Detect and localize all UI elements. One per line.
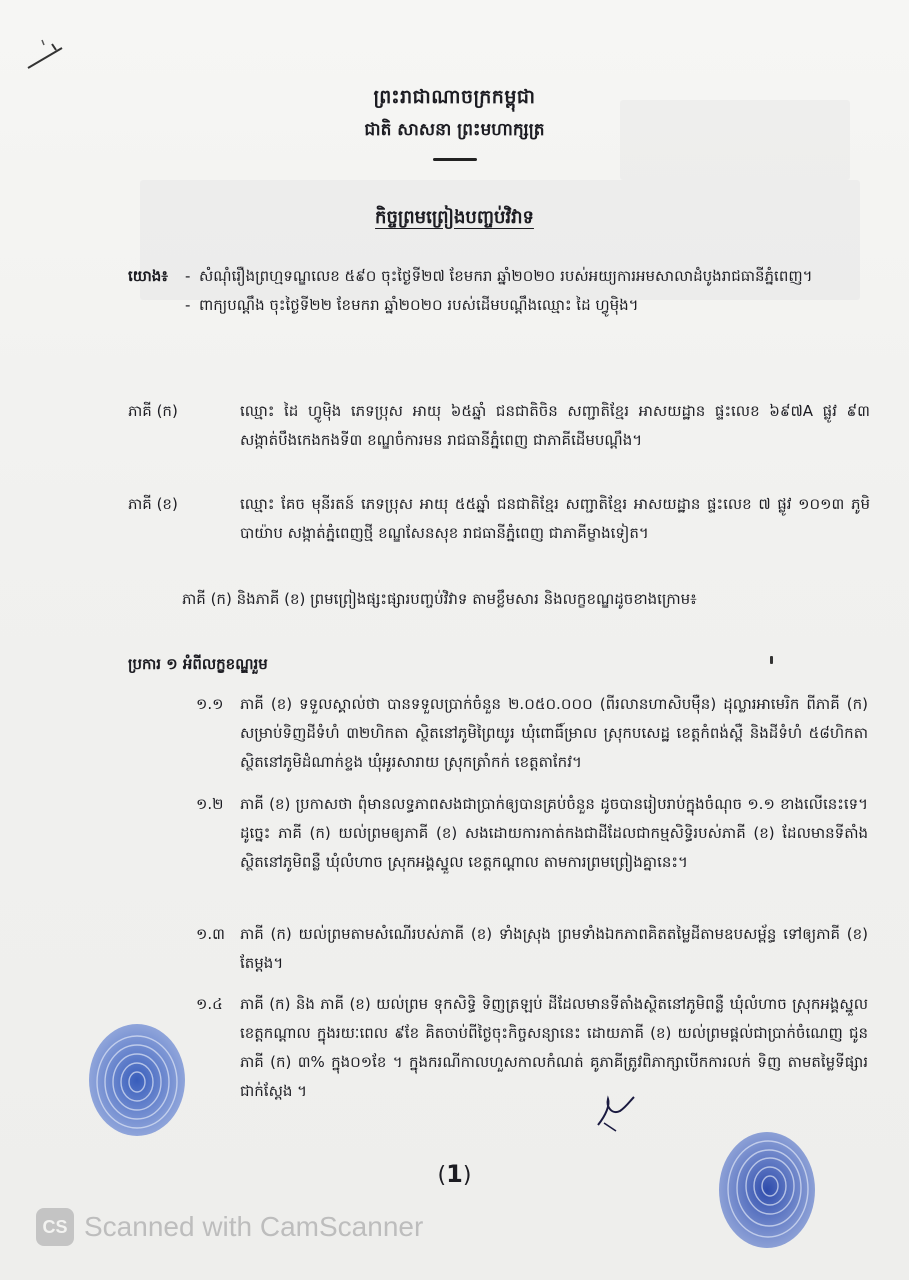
clause-text: ភាគី (ក) យល់ព្រមតាមសំណើរបស់ភាគី (ខ) ទាំងស្រុង ព្រមទាំងឯកភាពគិតតម្លៃដីតាមឧបសម្ព័ន្ធ ទៅឲ្យភាគី (ខ) តែម្តង។ [240, 925, 868, 972]
clause-number: ១.២ [196, 795, 224, 813]
camscanner-watermark [36, 1208, 423, 1246]
clause-1-1 [196, 690, 868, 777]
party-a-details: ឈ្មោះ ដៃ ហ្វូម៉ិង ភេទប្រុស អាយុ ៦៥ឆ្នាំ ជនជាតិចិន សញ្ជាតិខ្មែរ អាសយដ្ឋាន ផ្ទះលេខ ៦៩៧A ផ្លូវ ៩៣ សង្កាត់បឹងកេងកងទី៣ ខណ្ឌចំការមន រាជធានីភ្នំពេញ ជាភាគីដើមបណ្តឹង។ [240, 402, 870, 449]
initial-signature [590, 1085, 640, 1135]
references-label: យោង៖ [128, 267, 168, 285]
thumbprint-left [82, 1020, 192, 1140]
reference-item: - ពាក្យបណ្តឹង ចុះថ្ងៃទី២២ ខែមករា ឆ្នាំ២០២០ របស់ដើមបណ្តឹងឈ្មោះ ដៃ ហ្វូម៉ិង។ [185, 296, 639, 314]
clause-text: ភាគី (ខ) ទទួលស្គាល់ថា បានទទួលប្រាក់ចំនួន ២.០៥០.០០០ (ពីរលានហាសិបម៉ឺន) ដុល្លារអាមេរិក ពីភាគី (ក) សម្រាប់ទិញដីទំហំ ៣២ហិកតា ស្ថិតនៅភូមិព្រៃយូរ ឃុំពោធិ៍ម្រាល ស្រុកបសេដ្ឋ ខេត្តកំពង់ស្ពឺ និងដីទំហំ ៥៨ហិកតា ស្ថិតនៅភូមិដំណាក់ខ្ទង ឃុំអូរសារាយ ស្រុកត្រាំកក់ ខេត្តតាកែវ។ [240, 695, 868, 771]
party-b-label: ភាគី (ខ) [128, 495, 178, 513]
header-divider [433, 158, 477, 161]
stray-mark [770, 656, 773, 664]
clause-1-2 [196, 790, 868, 877]
clause-1-4 [196, 990, 868, 1106]
clause-number: ១.៤ [196, 995, 223, 1013]
page-number: (1) [437, 1160, 472, 1188]
party-b-details: ឈ្មោះ គែច មុនីរតន៍ ភេទប្រុស អាយុ ៥៥ឆ្នាំ ជនជាតិខ្មែរ សញ្ជាតិខ្មែរ អាសយដ្ឋាន ផ្ទះលេខ ៧ ផ្លូវ ១០១៣ ភូមិបាយ៉ាប សង្កាត់ភ្នំពេញថ្មី ខណ្ឌសែនសុខ រាជធានីភ្នំពេញ ជាភាគីម្ខាងទៀត។ [240, 495, 870, 542]
clause-number: ១.៣ [196, 925, 225, 943]
clause-1-3 [196, 920, 868, 978]
clause-text: ភាគី (ក) និង ភាគី (ខ) យល់ព្រម ទុកសិទ្ធិ ទិញត្រឡប់ ដីដែលមានទីតាំងស្ថិតនៅភូមិពន្លឺ ឃុំលំហាច ស្រុកអង្គស្នួល ខេត្តកណ្តាល ក្នុងរយៈពេល ៩ខែ គិតចាប់ពីថ្ងៃចុះកិច្ចសន្យានេះ ដោយភាគី (ខ) យល់ព្រមផ្តល់ជាប្រាក់ចំណេញ ជូន ភាគី (ក) ៣% ក្នុង០១ខែ ។ ក្នុងករណីកាលហួសកាលកំណត់ គូភាគីត្រូវពិភាក្សាបើកការលក់ ទិញ តាមតម្លៃទីផ្សារជាក់ស្តែង ។ [240, 995, 868, 1100]
watermark-text: Scanned with CamScanner [84, 1211, 424, 1242]
party-a-label: ភាគី (ក) [128, 402, 178, 420]
document-title: កិច្ចព្រមព្រៀងបញ្ចប់វិវាទ [375, 207, 534, 228]
clause-text: ភាគី (ខ) ប្រកាសថា ពុំមានលទ្ធភាពសងជាប្រាក់ឲ្យបានគ្រប់ចំនួន ដូចបានរៀបរាប់ក្នុងចំណុច ១.១ ខាងលើនេះទេ។ ដូច្នេះ ភាគី (ក) យល់ព្រមឲ្យភាគី (ខ) សងដោយការកាត់កងជាដីដែលជាកម្មសិទ្ធិរបស់ភាគី (ខ) ដែលមានទីតាំងស្ថិតនៅភូមិពន្លឺ ឃុំលំហាច ស្រុកអង្គស្នួល ខេត្តកណ្តាល តាមការព្រមព្រៀងគ្នានេះ។ [240, 795, 868, 871]
references-list [185, 262, 865, 320]
kingdom-heading: ព្រះរាជាណាចក្រកម្ពុជា [373, 86, 536, 108]
handwritten-corner-mark [22, 38, 72, 74]
camscanner-logo-icon: CS [36, 1208, 74, 1246]
thumbprint-right [712, 1128, 822, 1253]
reference-item: - សំណុំរឿងព្រហ្មទណ្ឌលេខ ៥៩០ ចុះថ្ងៃទី២៧ ខែមករា ឆ្នាំ២០២០ របស់អយ្យការអមសាលាដំបូងរាជធានីភ្នំពេញ។ [185, 267, 813, 285]
article-1-title: ប្រការ ១ អំពីលក្ខខណ្ឌរួម [128, 655, 268, 673]
national-motto: ជាតិ សាសនា ព្រះមហាក្សត្រ [364, 120, 545, 140]
clause-number: ១.១ [196, 695, 224, 713]
document-header [0, 85, 909, 161]
agreement-statement: ភាគី (ក) និងភាគី (ខ) ព្រមព្រៀងផ្សះផ្សារបញ្ចប់វិវាទ តាមខ្លឹមសារ និងលក្ខខណ្ឌដូចខាងក្រោម៖ [182, 590, 697, 608]
